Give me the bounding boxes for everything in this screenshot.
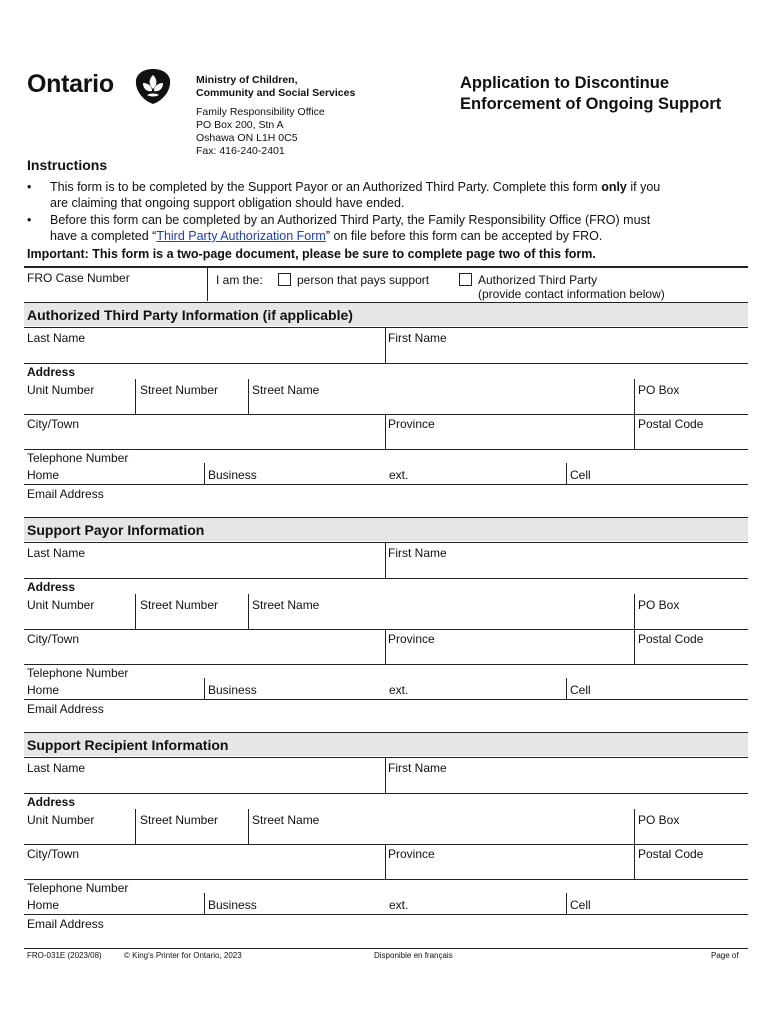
ministry-name: Ministry of Children, Community and Social Services [196, 74, 356, 99]
instructions-heading: Instructions [27, 157, 108, 173]
payor-street-name-field[interactable]: Street Name [252, 598, 320, 612]
third-party-unit-number-field[interactable]: Unit Number [27, 383, 95, 397]
payor-section-header: Support Payor Information [24, 517, 748, 541]
third-party-section-header: Authorized Third Party Information (if applicable) [24, 302, 748, 326]
payor-province-field[interactable]: Province [388, 632, 435, 646]
payor-address-label: Address [27, 580, 76, 594]
instruction-bullet-1: • This form is to be completed by the Support Payor or an Authorized Third Party. Complete this form only if you are claiming that ongoing support obligation should have ended. [27, 180, 661, 210]
i-am-label: I am the: [216, 273, 263, 287]
third-party-business-phone-field[interactable]: Business [208, 468, 257, 482]
payor-option-label: person that pays support [297, 273, 430, 287]
office-address: Family Responsibility Office PO Box 200, Stn A Oshawa ON L1H 0C5 Fax: 416-240-2401 [196, 106, 325, 157]
recipient-email-field[interactable]: Email Address [27, 917, 104, 931]
recipient-extension-field[interactable]: ext. [389, 898, 409, 912]
recipient-first-name-field[interactable]: First Name [388, 761, 447, 775]
recipient-street-name-field[interactable]: Street Name [252, 813, 320, 827]
recipient-province-field[interactable]: Province [388, 847, 435, 861]
payor-unit-number-field[interactable]: Unit Number [27, 598, 95, 612]
payor-first-name-field[interactable]: First Name [388, 546, 447, 560]
payor-checkbox[interactable] [278, 273, 291, 286]
recipient-home-phone-field[interactable]: Home [27, 898, 60, 912]
payor-email-field[interactable]: Email Address [27, 702, 104, 716]
payor-home-phone-field[interactable]: Home [27, 683, 60, 697]
payor-street-number-field[interactable]: Street Number [140, 598, 219, 612]
recipient-business-phone-field[interactable]: Business [208, 898, 257, 912]
third-party-street-name-field[interactable]: Street Name [252, 383, 320, 397]
third-party-po-box-field[interactable]: PO Box [638, 383, 680, 397]
third-party-email-field[interactable]: Email Address [27, 487, 104, 501]
page-number: Page of [711, 951, 739, 960]
trillium-logo-icon [133, 66, 173, 106]
recipient-po-box-field[interactable]: PO Box [638, 813, 680, 827]
third-party-option-label: Authorized Third Party [478, 273, 598, 287]
payor-cell-phone-field[interactable]: Cell [570, 683, 591, 697]
copyright: © King's Printer for Ontario, 2023 [124, 951, 242, 960]
third-party-telephone-label: Telephone Number [27, 451, 129, 465]
bullet-icon: • [27, 180, 32, 194]
bullet-icon: • [27, 213, 32, 227]
third-party-home-phone-field[interactable]: Home [27, 468, 60, 482]
important-note: Important: This form is a two-page document, please be sure to complete page two of this form. [27, 247, 596, 261]
recipient-telephone-label: Telephone Number [27, 881, 129, 895]
third-party-extension-field[interactable]: ext. [389, 468, 409, 482]
third-party-postal-code-field[interactable]: Postal Code [638, 417, 704, 431]
third-party-address-label: Address [27, 365, 76, 379]
third-party-province-field[interactable]: Province [388, 417, 435, 431]
third-party-option-note: (provide contact information below) [478, 287, 665, 301]
third-party-street-number-field[interactable]: Street Number [140, 383, 219, 397]
payor-postal-code-field[interactable]: Postal Code [638, 632, 704, 646]
payor-po-box-field[interactable]: PO Box [638, 598, 680, 612]
recipient-street-number-field[interactable]: Street Number [140, 813, 219, 827]
third-party-authorization-link[interactable]: Third Party Authorization Form [156, 229, 326, 243]
payor-last-name-field[interactable]: Last Name [27, 546, 86, 560]
form-number: FRO-031E (2023/08) [27, 951, 102, 960]
third-party-checkbox[interactable] [459, 273, 472, 286]
payor-extension-field[interactable]: ext. [389, 683, 409, 697]
form-title: Application to Discontinue Enforcement of Ongoing Support [460, 74, 722, 113]
recipient-city-field[interactable]: City/Town [27, 847, 80, 861]
third-party-first-name-field[interactable]: First Name [388, 331, 447, 345]
payor-business-phone-field[interactable]: Business [208, 683, 257, 697]
third-party-cell-phone-field[interactable]: Cell [570, 468, 591, 482]
ontario-logo-wordmark: Ontario [27, 70, 114, 98]
french-availability: Disponible en français [374, 951, 453, 960]
recipient-address-label: Address [27, 795, 76, 809]
instruction-bullet-2: • Before this form can be completed by an Authorized Third Party, the Family Responsibility Office (FRO) must have a completed “Third Party Authorization Form” on file before this form can be accepted by FRO. [27, 213, 651, 243]
third-party-last-name-field[interactable]: Last Name [27, 331, 86, 345]
recipient-cell-phone-field[interactable]: Cell [570, 898, 591, 912]
payor-telephone-label: Telephone Number [27, 666, 129, 680]
third-party-city-field[interactable]: City/Town [27, 417, 80, 431]
payor-city-field[interactable]: City/Town [27, 632, 80, 646]
case-number-label: FRO Case Number [27, 271, 130, 285]
recipient-section-header: Support Recipient Information [24, 732, 748, 756]
recipient-last-name-field[interactable]: Last Name [27, 761, 86, 775]
recipient-unit-number-field[interactable]: Unit Number [27, 813, 95, 827]
recipient-postal-code-field[interactable]: Postal Code [638, 847, 704, 861]
